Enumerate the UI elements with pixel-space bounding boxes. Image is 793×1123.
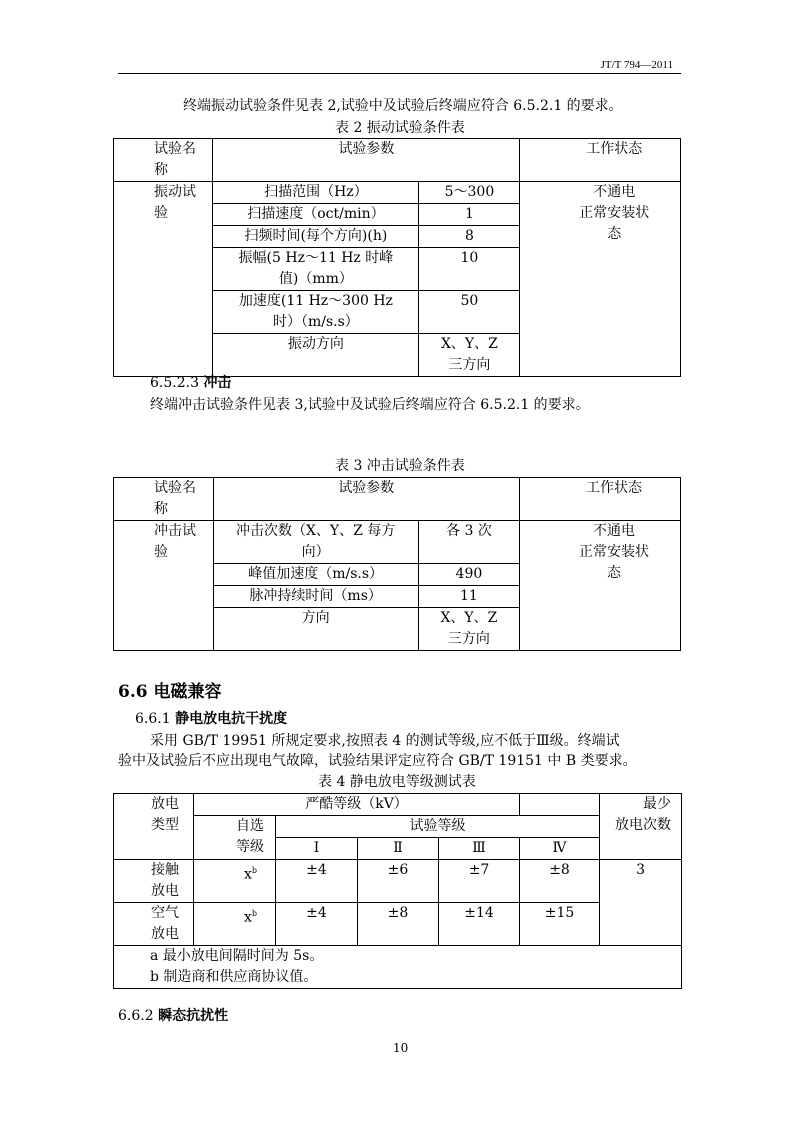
vibration-test-table: [113, 138, 681, 377]
table2-param: 扫频时间(每个方向)(h): [213, 226, 419, 248]
min-discharge-count: 3: [600, 860, 682, 946]
table3-param: 峰值加速度（m/s.s）: [213, 564, 418, 586]
page-number: 10: [393, 1041, 409, 1055]
table2-param: 振幅(5 Hz～11 Hz 时峰 值)（mm）: [213, 248, 419, 291]
table2-caption: 表 2 振动试验条件表: [335, 120, 465, 136]
table3-header-state: 工作状态: [520, 478, 681, 521]
table2-value: 5～300: [419, 182, 520, 204]
table4-note-a: a 最小放电间隔时间为 5s。: [150, 948, 324, 964]
section-6-6-1-text-line1: 采用 GB/T 19951 所规定要求,按照表 4 的测试等级,应不低于Ⅲ级。终端试: [150, 733, 620, 749]
table2-header-name: 试验名 称: [114, 139, 213, 182]
table2-param: 扫描速度（oct/min）: [213, 204, 419, 226]
contact-discharge-label: 接触 放电: [114, 860, 194, 903]
table3-item: 冲击试 验: [114, 521, 214, 651]
table4-header-test-level: 试验等级: [276, 816, 600, 838]
table2-value: 50: [419, 291, 520, 334]
table4-header-empty: [520, 794, 600, 816]
section-6-5-2-3-heading: 6.5.2.3 冲击: [150, 375, 232, 391]
table3-header-name: 试验名 称: [114, 478, 214, 521]
table2-header-state: 工作状态: [520, 139, 681, 182]
table3-caption: 表 3 冲击试验条件表: [335, 458, 465, 474]
air-discharge-label: 空气 放电: [114, 903, 194, 946]
table3-value: 各 3 次: [418, 521, 519, 564]
section-6-6-1-heading: 6.6.1 静电放电抗干扰度: [135, 711, 288, 727]
table3-value: X、Y、Z 三方向: [418, 608, 519, 651]
air-level-value: ±15: [520, 903, 600, 946]
contact-level-value: ±7: [439, 860, 520, 903]
table2-state: 不通电 正常安装状 态: [520, 182, 681, 377]
level-iv: Ⅳ: [520, 838, 600, 860]
level-ii: Ⅱ: [358, 838, 439, 860]
table4-note-b: b 制造商和供应商协议值。: [150, 969, 318, 985]
air-level-value: ±14: [439, 903, 520, 946]
table2-header-param: 试验参数: [213, 139, 520, 182]
table3-value: 490: [418, 564, 519, 586]
table3-intro: 终端冲击试验条件见表 3,试验中及试验后终端应符合 6.5.2.1 的要求。: [150, 397, 590, 413]
esd-level-table: [113, 793, 682, 989]
table3-header-param: 试验参数: [213, 478, 520, 521]
contact-optional-value: $x^b$: [194, 860, 276, 903]
level-i: Ⅰ: [276, 838, 358, 860]
header-rule: [118, 73, 681, 74]
table4-caption: 表 4 静电放电等级测试表: [318, 774, 476, 790]
table2-param: 振动方向: [213, 334, 419, 377]
table4-header-min-count: 最少 放电次数: [600, 794, 682, 860]
table2-intro: 终端振动试验条件见表 2,试验中及试验后终端应符合 6.5.2.1 的要求。: [183, 98, 623, 114]
shock-test-table: [113, 477, 681, 651]
air-level-value: ±4: [276, 903, 358, 946]
table4-header-severity: 严酷等级（kV）: [194, 794, 520, 816]
table3-param: 脉冲持续时间（ms）: [213, 586, 418, 608]
table2-value: 8: [419, 226, 520, 248]
section-6-6-1-text-line2: 验中及试验后不应出现电气故障，试验结果评定应符合 GB/T 19151 中 B 类要求。: [118, 753, 637, 769]
table3-param: 方向: [213, 608, 418, 651]
table2-value: 1: [419, 204, 520, 226]
section-6-6-heading: 6.6 电磁兼容: [118, 682, 222, 702]
contact-level-value: ±6: [358, 860, 439, 903]
table2-param: 加速度(11 Hz～300 Hz 时）（m/s.s）: [213, 291, 419, 334]
table2-item: 振动试 验: [114, 182, 213, 377]
table3-param: 冲击次数（X、Y、Z 每方 向）: [213, 521, 418, 564]
table2-value: X、Y、Z 三方向: [419, 334, 520, 377]
level-iii: Ⅲ: [439, 838, 520, 860]
air-optional-value: $x^b$: [194, 903, 276, 946]
air-level-value: ±8: [358, 903, 439, 946]
section-6-6-2-heading: 6.6.2 瞬态抗扰性: [118, 1008, 229, 1024]
table2-param: 扫描范围（Hz）: [213, 182, 419, 204]
contact-level-value: ±4: [276, 860, 358, 903]
table4-notes: [114, 946, 682, 989]
standard-code: JT/T 794—2011: [600, 59, 673, 71]
table2-value: 10: [419, 248, 520, 291]
table4-header-optional: 自选 等级: [194, 816, 276, 860]
table3-value: 11: [418, 586, 519, 608]
table3-state: 不通电 正常安装状 态: [520, 521, 681, 651]
contact-level-value: ±8: [520, 860, 600, 903]
table4-header-type: 放电 类型: [114, 794, 194, 860]
